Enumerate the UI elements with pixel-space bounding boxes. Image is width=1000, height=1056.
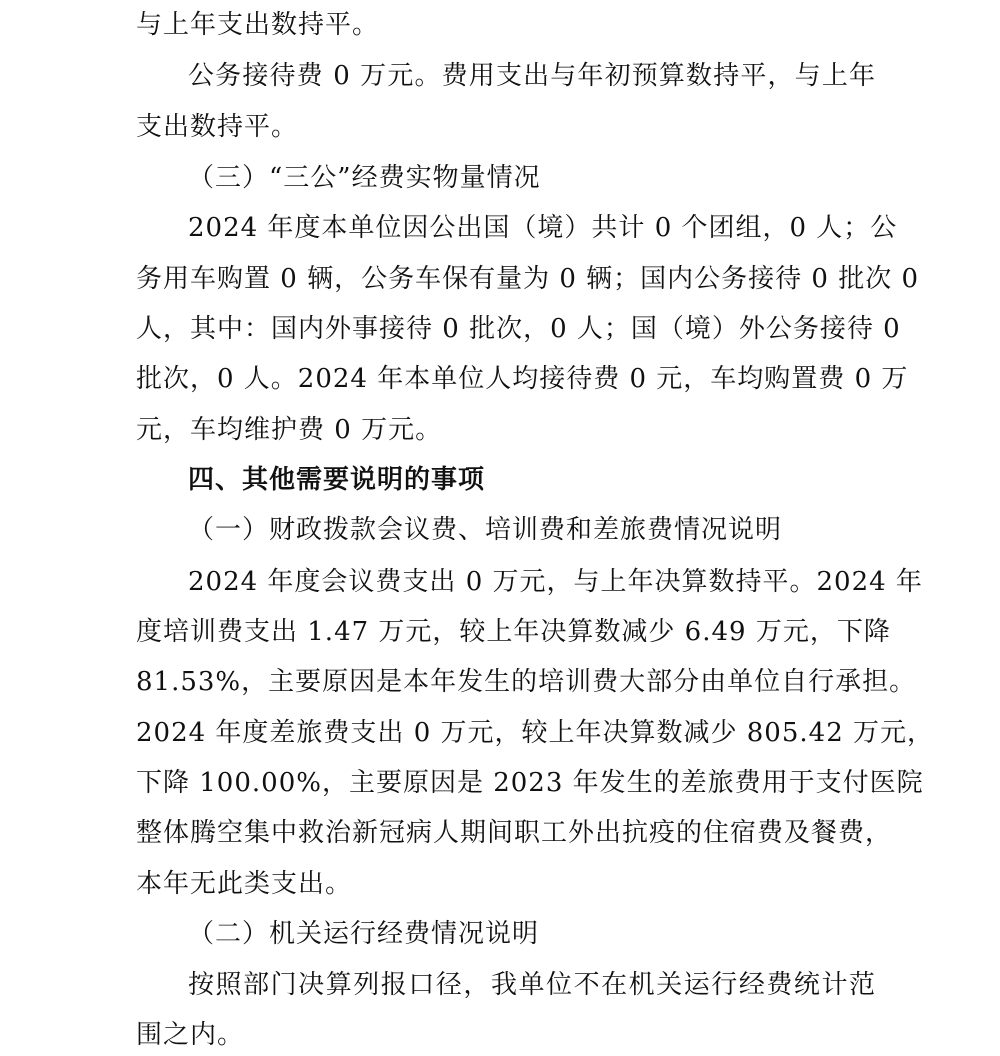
text-line: 批次，0 人。2024 年本单位人均接待费 0 元，车均购置费 0 万 bbox=[136, 364, 909, 394]
text-line: 按照部门决算列报口径，我单位不在机关运行经费统计范 bbox=[188, 970, 876, 1000]
text-line: 2024 年度本单位因公出国（境）共计 0 个团组，0 人；公 bbox=[188, 213, 898, 243]
text-line: 支出数持平。 bbox=[136, 112, 299, 142]
text-line: 务用车购置 0 辆，公务车保有量为 0 辆；国内公务接待 0 批次 0 bbox=[136, 264, 920, 294]
text-line: 整体腾空集中救治新冠病人期间职工外出抗疫的住宿费及餐费， bbox=[136, 818, 893, 848]
text-line: 与上年支出数持平。 bbox=[136, 10, 380, 40]
section-heading: （三）“三公”经费实物量情况 bbox=[188, 163, 541, 193]
text-line: 下降 100.00%，主要原因是 2023 年发生的差旅费用于支付医院 bbox=[136, 768, 924, 798]
text-line: 度培训费支出 1.47 万元，较上年决算数减少 6.49 万元，下降 bbox=[136, 617, 891, 647]
section-heading: 四、其他需要说明的事项 bbox=[188, 465, 486, 495]
subsection-heading: （二）机关运行经费情况说明 bbox=[188, 919, 540, 949]
subsection-heading: （一）财政拨款会议费、培训费和差旅费情况说明 bbox=[188, 515, 783, 545]
text-line: 公务接待费 0 万元。费用支出与年初预算数持平，与上年 bbox=[188, 61, 876, 91]
text-line: 2024 年度差旅费支出 0 万元，较上年决算数减少 805.42 万元， bbox=[136, 718, 935, 748]
text-line: 围之内。 bbox=[136, 1020, 245, 1050]
text-line: 本年无此类支出。 bbox=[136, 869, 353, 899]
text-line: 81.53%，主要原因是本年发生的培训费大部分由单位自行承担。 bbox=[136, 667, 917, 697]
text-line: 2024 年度会议费支出 0 万元，与上年决算数持平。2024 年 bbox=[188, 567, 923, 597]
text-line: 元，车均维护费 0 万元。 bbox=[136, 415, 443, 445]
text-line: 人，其中：国内外事接待 0 批次，0 人；国（境）外公务接待 0 bbox=[136, 314, 901, 344]
